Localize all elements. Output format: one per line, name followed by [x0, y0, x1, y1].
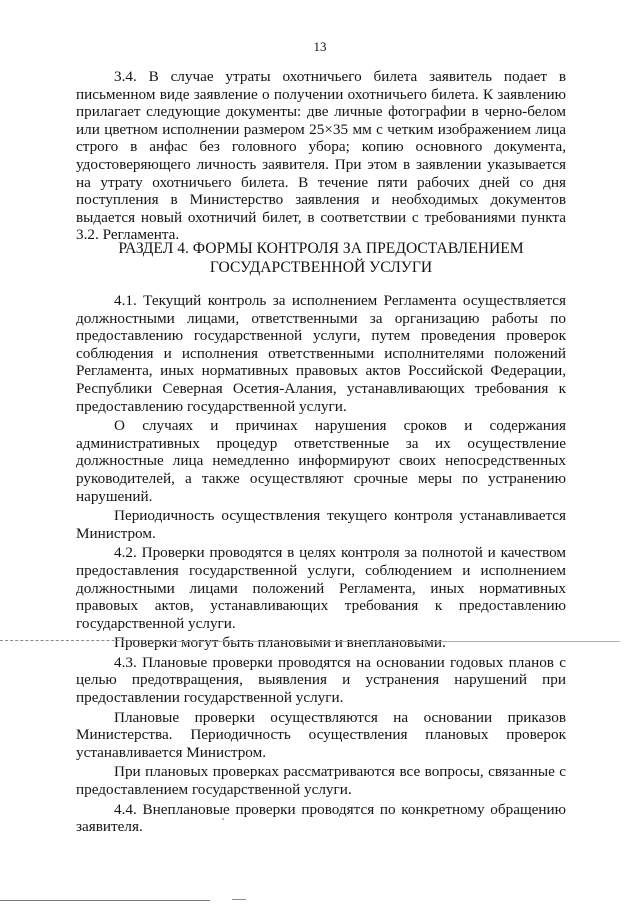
scan-artifact-line: [150, 641, 620, 642]
paragraph-4-4: 4.4. Внеплановые проверки проводятся по конкретному обращению заявителя.: [76, 800, 566, 836]
paragraph-3-4: 3.4. В случае утраты охотничьего билета заявитель подает в письменном виде заявление о получении охотничьего билета. К заявлению прилагает следующие документы: две личные фотографии в черно-белом или цветном исполнении размером 25×35 мм с четким изображением лица строго в анфас без головного убора; копию основного документа, удостоверяющего личность заявителя. При этом в заявлении указывается на утрату охотничьего билета. В течение пяти рабочих дней со дня поступления в Министерство заявления и необходимых документов выдается новый охотничий билет, в соответствии с требованиями пункта 3.2. Регламента.: [76, 68, 566, 244]
page-number: 13: [313, 39, 327, 54]
scan-artifact-dot: [222, 818, 224, 820]
paragraph-4-1: 4.1. Текущий контроль за исполнением Регламента осуществляется должностными лицами, ответственными за организацию работы по предоставлению государственной услуги, путем проведения проверок соблюдения и исполнения ответственными исполнителями положений Регламента, иных нормативных правовых актов Российской Федерации, Республики Северная Осетия-Алания, устанавливающих требования к предоставлению государственной услуги.: [76, 292, 566, 415]
scan-artifact-line: [0, 640, 150, 641]
paragraph-planned-orders: Плановые проверки осуществляются на основании приказов Министерства. Периодичность осуществления плановых проверок устанавливается Министром.: [76, 708, 566, 761]
section-title-line-1: РАЗДЕЛ 4. ФОРМЫ КОНТРОЛЯ ЗА ПРЕДОСТАВЛЕНИЕМ: [118, 240, 524, 257]
scan-artifact-bottom-line: [0, 900, 210, 901]
section-title-line-2: ГОСУДАРСТВЕННОЙ УСЛУГИ: [209, 258, 433, 276]
scan-artifact-bottom-mark: [232, 899, 246, 900]
paragraph-periodicity: Периодичность осуществления текущего контроля устанавливается Министром.: [76, 507, 566, 542]
paragraph-planned-scope: При плановых проверках рассматриваются все вопросы, связанные с предоставлением государственной услуги.: [76, 763, 566, 799]
section-4-body: [76, 292, 566, 836]
paragraph-4-2: 4.2. Проверки проводятся в целях контроля за полнотой и качеством предоставления государственной услуги, соблюдением и исполнением должностными лицами положений Регламента, иных нормативных правовых актов, устанавливающих требования к предоставлению государственной услуги.: [76, 544, 566, 632]
paragraph-violations: О случаях и причинах нарушения сроков и содержания административных процедур ответственные за их осуществление должностные лица немедленно информируют своих непосредственных руководителей, а также осуществляют срочные меры по устранению нарушений.: [76, 417, 566, 505]
paragraph-check-types: Проверки могут быть плановыми и внеплановыми.: [114, 634, 446, 652]
section-4-title: [76, 240, 566, 277]
paragraph-3-4-block: [76, 68, 566, 244]
paragraph-4-3: 4.3. Плановые проверки проводятся на основании годовых планов с целью предотвращения, выявления и устранения нарушений при предоставлении государственной услуги.: [76, 653, 566, 707]
